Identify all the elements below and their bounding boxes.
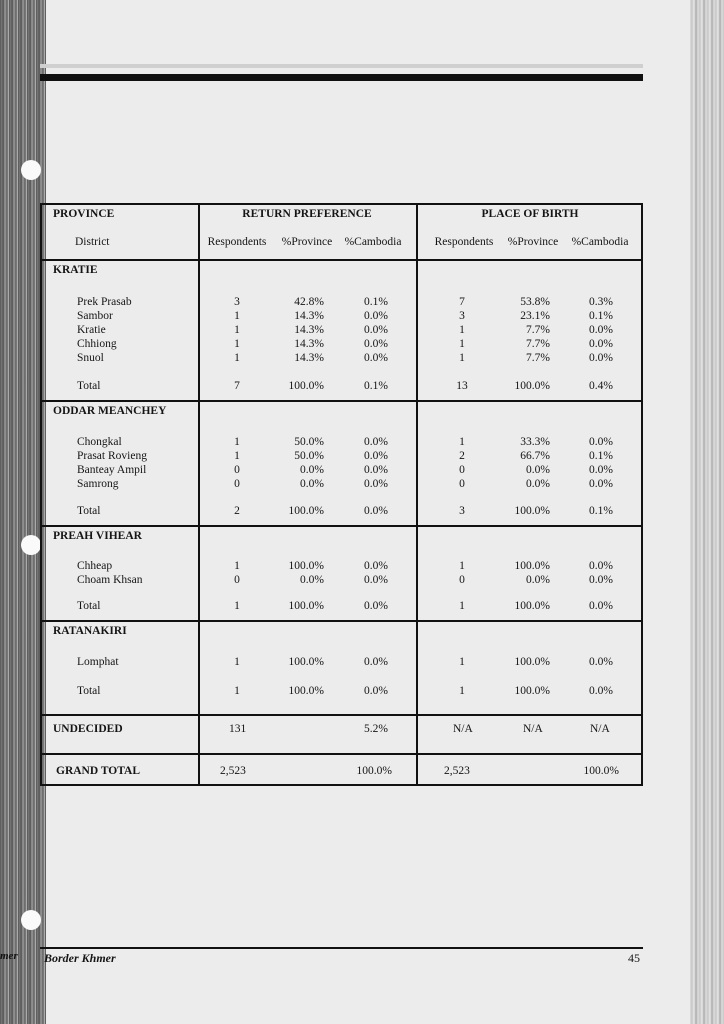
total-cell-rp-0: 1	[234, 685, 240, 697]
row-divider	[42, 714, 641, 716]
district-name: Chheap	[77, 560, 113, 572]
total-label: Total	[77, 380, 101, 392]
province-name: KRATIE	[53, 264, 98, 276]
footer-publication: Border Khmer	[44, 951, 116, 965]
total-label: Total	[77, 505, 101, 517]
district-cell-rp-0: 1	[234, 436, 240, 448]
district-cell-rp-0: 1	[234, 352, 240, 364]
scan-shadow-right	[690, 0, 724, 1024]
district-cell-rp-2: 0.0%	[364, 450, 388, 462]
row-divider	[42, 525, 641, 527]
district-cell-pob-0: 0	[459, 574, 465, 586]
district-cell-rp-2: 0.0%	[364, 352, 388, 364]
district-cell-rp-2: 0.0%	[364, 338, 388, 350]
district-cell-pob-2: 0.0%	[589, 560, 613, 572]
total-cell-pob-0: 1	[459, 600, 465, 612]
header-province: PROVINCE	[53, 208, 115, 220]
header-district: District	[75, 236, 110, 248]
undecided-pob-pct-cambodia: N/A	[590, 723, 610, 735]
district-cell-pob-2: 0.0%	[589, 324, 613, 336]
district-name: Samrong	[77, 478, 119, 490]
district-cell-rp-2: 0.0%	[364, 574, 388, 586]
district-cell-pob-0: 7	[459, 296, 465, 308]
district-cell-pob-0: 1	[459, 436, 465, 448]
undecided-pob-pct-province: N/A	[523, 723, 543, 735]
district-cell-rp-0: 1	[234, 338, 240, 350]
district-cell-pob-1: 0.0%	[526, 574, 550, 586]
total-cell-pob-1: 100.0%	[514, 600, 550, 612]
header-rp-pct-cambodia: %Cambodia	[344, 236, 402, 248]
district-cell-pob-2: 0.1%	[589, 450, 613, 462]
district-name: Sambor	[77, 310, 113, 322]
district-cell-rp-1: 50.0%	[294, 436, 324, 448]
district-cell-rp-0: 1	[234, 560, 240, 572]
header-place-of-birth: PLACE OF BIRTH	[481, 208, 579, 220]
column-divider	[198, 205, 200, 784]
district-cell-pob-1: 33.3%	[520, 436, 550, 448]
undecided-rp-pct-cambodia: 5.2%	[364, 723, 388, 735]
district-cell-rp-0: 1	[234, 310, 240, 322]
district-cell-pob-1: 7.7%	[526, 338, 550, 350]
district-cell-rp-2: 0.0%	[364, 464, 388, 476]
total-cell-rp-2: 0.0%	[364, 505, 388, 517]
district-cell-pob-1: 7.7%	[526, 352, 550, 364]
total-cell-rp-2: 0.1%	[364, 380, 388, 392]
district-cell-pob-1: 100.0%	[514, 656, 550, 668]
header-pob-pct-cambodia: %Cambodia	[571, 236, 629, 248]
punch-hole	[21, 535, 41, 555]
grand-total-pob-pct-cambodia: 100.0%	[583, 765, 619, 777]
district-cell-rp-2: 0.0%	[364, 310, 388, 322]
total-cell-pob-0: 1	[459, 685, 465, 697]
district-cell-pob-2: 0.0%	[589, 478, 613, 490]
undecided-rp-respondents: 131	[229, 723, 247, 735]
district-name: Chongkal	[77, 436, 122, 448]
district-cell-rp-1: 100.0%	[288, 656, 324, 668]
district-cell-pob-0: 3	[459, 310, 465, 322]
total-cell-rp-0: 1	[234, 600, 240, 612]
district-cell-rp-0: 1	[234, 450, 240, 462]
total-cell-pob-1: 100.0%	[514, 380, 550, 392]
district-cell-pob-2: 0.0%	[589, 352, 613, 364]
header-rp-pct-province: %Province	[281, 236, 333, 248]
district-name: Lomphat	[77, 656, 119, 668]
district-cell-rp-0: 3	[234, 296, 240, 308]
data-table	[40, 203, 643, 786]
total-cell-rp-0: 2	[234, 505, 240, 517]
district-cell-rp-0: 0	[234, 574, 240, 586]
district-cell-pob-0: 1	[459, 560, 465, 572]
total-cell-pob-0: 3	[459, 505, 465, 517]
district-cell-pob-0: 0	[459, 478, 465, 490]
district-cell-rp-2: 0.0%	[364, 656, 388, 668]
district-name: Prek Prasab	[77, 296, 132, 308]
header-pob-pct-province: %Province	[507, 236, 559, 248]
total-cell-rp-2: 0.0%	[364, 685, 388, 697]
district-cell-rp-1: 14.3%	[294, 352, 324, 364]
district-cell-rp-1: 50.0%	[294, 450, 324, 462]
district-cell-rp-1: 100.0%	[288, 560, 324, 572]
total-cell-rp-1: 100.0%	[288, 380, 324, 392]
district-cell-pob-0: 1	[459, 338, 465, 350]
total-cell-pob-0: 13	[456, 380, 468, 392]
district-name: Banteay Ampil	[77, 464, 147, 476]
header-return-preference: RETURN PREFERENCE	[242, 208, 372, 220]
district-cell-pob-1: 7.7%	[526, 324, 550, 336]
district-cell-pob-2: 0.0%	[589, 464, 613, 476]
total-cell-rp-1: 100.0%	[288, 505, 324, 517]
district-cell-pob-0: 0	[459, 464, 465, 476]
district-cell-pob-2: 0.3%	[589, 296, 613, 308]
top-rule-thin	[40, 64, 643, 68]
district-cell-rp-1: 14.3%	[294, 338, 324, 350]
district-cell-pob-2: 0.0%	[589, 574, 613, 586]
district-cell-rp-2: 0.0%	[364, 478, 388, 490]
footer-fragment: mer	[0, 950, 18, 962]
district-cell-rp-2: 0.0%	[364, 436, 388, 448]
district-cell-pob-2: 0.1%	[589, 310, 613, 322]
total-cell-rp-1: 100.0%	[288, 600, 324, 612]
total-label: Total	[77, 685, 101, 697]
district-cell-pob-0: 1	[459, 324, 465, 336]
district-cell-pob-1: 0.0%	[526, 478, 550, 490]
district-cell-pob-2: 0.0%	[589, 656, 613, 668]
total-cell-rp-1: 100.0%	[288, 685, 324, 697]
province-name: RATANAKIRI	[53, 625, 127, 637]
district-cell-rp-2: 0.0%	[364, 324, 388, 336]
district-cell-pob-1: 100.0%	[514, 560, 550, 572]
district-cell-rp-1: 14.3%	[294, 310, 324, 322]
grand-total-rp-respondents: 2,523	[220, 765, 246, 777]
district-cell-rp-0: 1	[234, 656, 240, 668]
total-cell-pob-1: 100.0%	[514, 685, 550, 697]
top-rule-thick	[40, 74, 643, 81]
district-cell-rp-0: 0	[234, 478, 240, 490]
total-cell-rp-2: 0.0%	[364, 600, 388, 612]
header-pob-respondents: Respondents	[434, 236, 494, 248]
row-divider	[42, 620, 641, 622]
district-cell-rp-1: 0.0%	[300, 464, 324, 476]
row-divider	[42, 259, 641, 261]
row-divider	[42, 400, 641, 402]
district-cell-pob-1: 53.8%	[520, 296, 550, 308]
punch-hole	[21, 910, 41, 930]
district-name: Kratie	[77, 324, 106, 336]
undecided-pob-respondents: N/A	[453, 723, 473, 735]
district-cell-rp-1: 0.0%	[300, 574, 324, 586]
district-cell-pob-1: 66.7%	[520, 450, 550, 462]
district-cell-pob-0: 1	[459, 656, 465, 668]
district-cell-pob-2: 0.0%	[589, 338, 613, 350]
district-cell-rp-2: 0.0%	[364, 560, 388, 572]
grand-total-label: GRAND TOTAL	[56, 765, 141, 777]
province-name: PREAH VIHEAR	[53, 530, 142, 542]
total-cell-pob-2: 0.0%	[589, 600, 613, 612]
total-cell-pob-2: 0.1%	[589, 505, 613, 517]
district-cell-pob-1: 0.0%	[526, 464, 550, 476]
district-cell-rp-0: 1	[234, 324, 240, 336]
district-name: Snuol	[77, 352, 104, 364]
total-cell-pob-2: 0.0%	[589, 685, 613, 697]
row-divider	[42, 753, 641, 755]
undecided-label: UNDECIDED	[53, 723, 123, 735]
district-cell-pob-0: 1	[459, 352, 465, 364]
total-cell-pob-1: 100.0%	[514, 505, 550, 517]
grand-total-pob-respondents: 2,523	[444, 765, 470, 777]
total-cell-rp-0: 7	[234, 380, 240, 392]
total-label: Total	[77, 600, 101, 612]
total-cell-pob-2: 0.4%	[589, 380, 613, 392]
punch-hole	[21, 160, 41, 180]
column-divider	[416, 205, 418, 784]
district-cell-pob-2: 0.0%	[589, 436, 613, 448]
district-name: Chhiong	[77, 338, 117, 350]
district-cell-rp-2: 0.1%	[364, 296, 388, 308]
district-cell-rp-1: 42.8%	[294, 296, 324, 308]
grand-total-rp-pct-cambodia: 100.0%	[356, 765, 392, 777]
footer-page-number: 45	[628, 951, 640, 965]
district-cell-rp-1: 14.3%	[294, 324, 324, 336]
province-name: ODDAR MEANCHEY	[53, 405, 167, 417]
district-cell-pob-0: 2	[459, 450, 465, 462]
district-cell-rp-0: 0	[234, 464, 240, 476]
district-name: Prasat Rovieng	[77, 450, 147, 462]
district-cell-pob-1: 23.1%	[520, 310, 550, 322]
district-cell-rp-1: 0.0%	[300, 478, 324, 490]
district-name: Choam Khsan	[77, 574, 143, 586]
header-rp-respondents: Respondents	[207, 236, 267, 248]
footer-rule	[40, 947, 643, 949]
